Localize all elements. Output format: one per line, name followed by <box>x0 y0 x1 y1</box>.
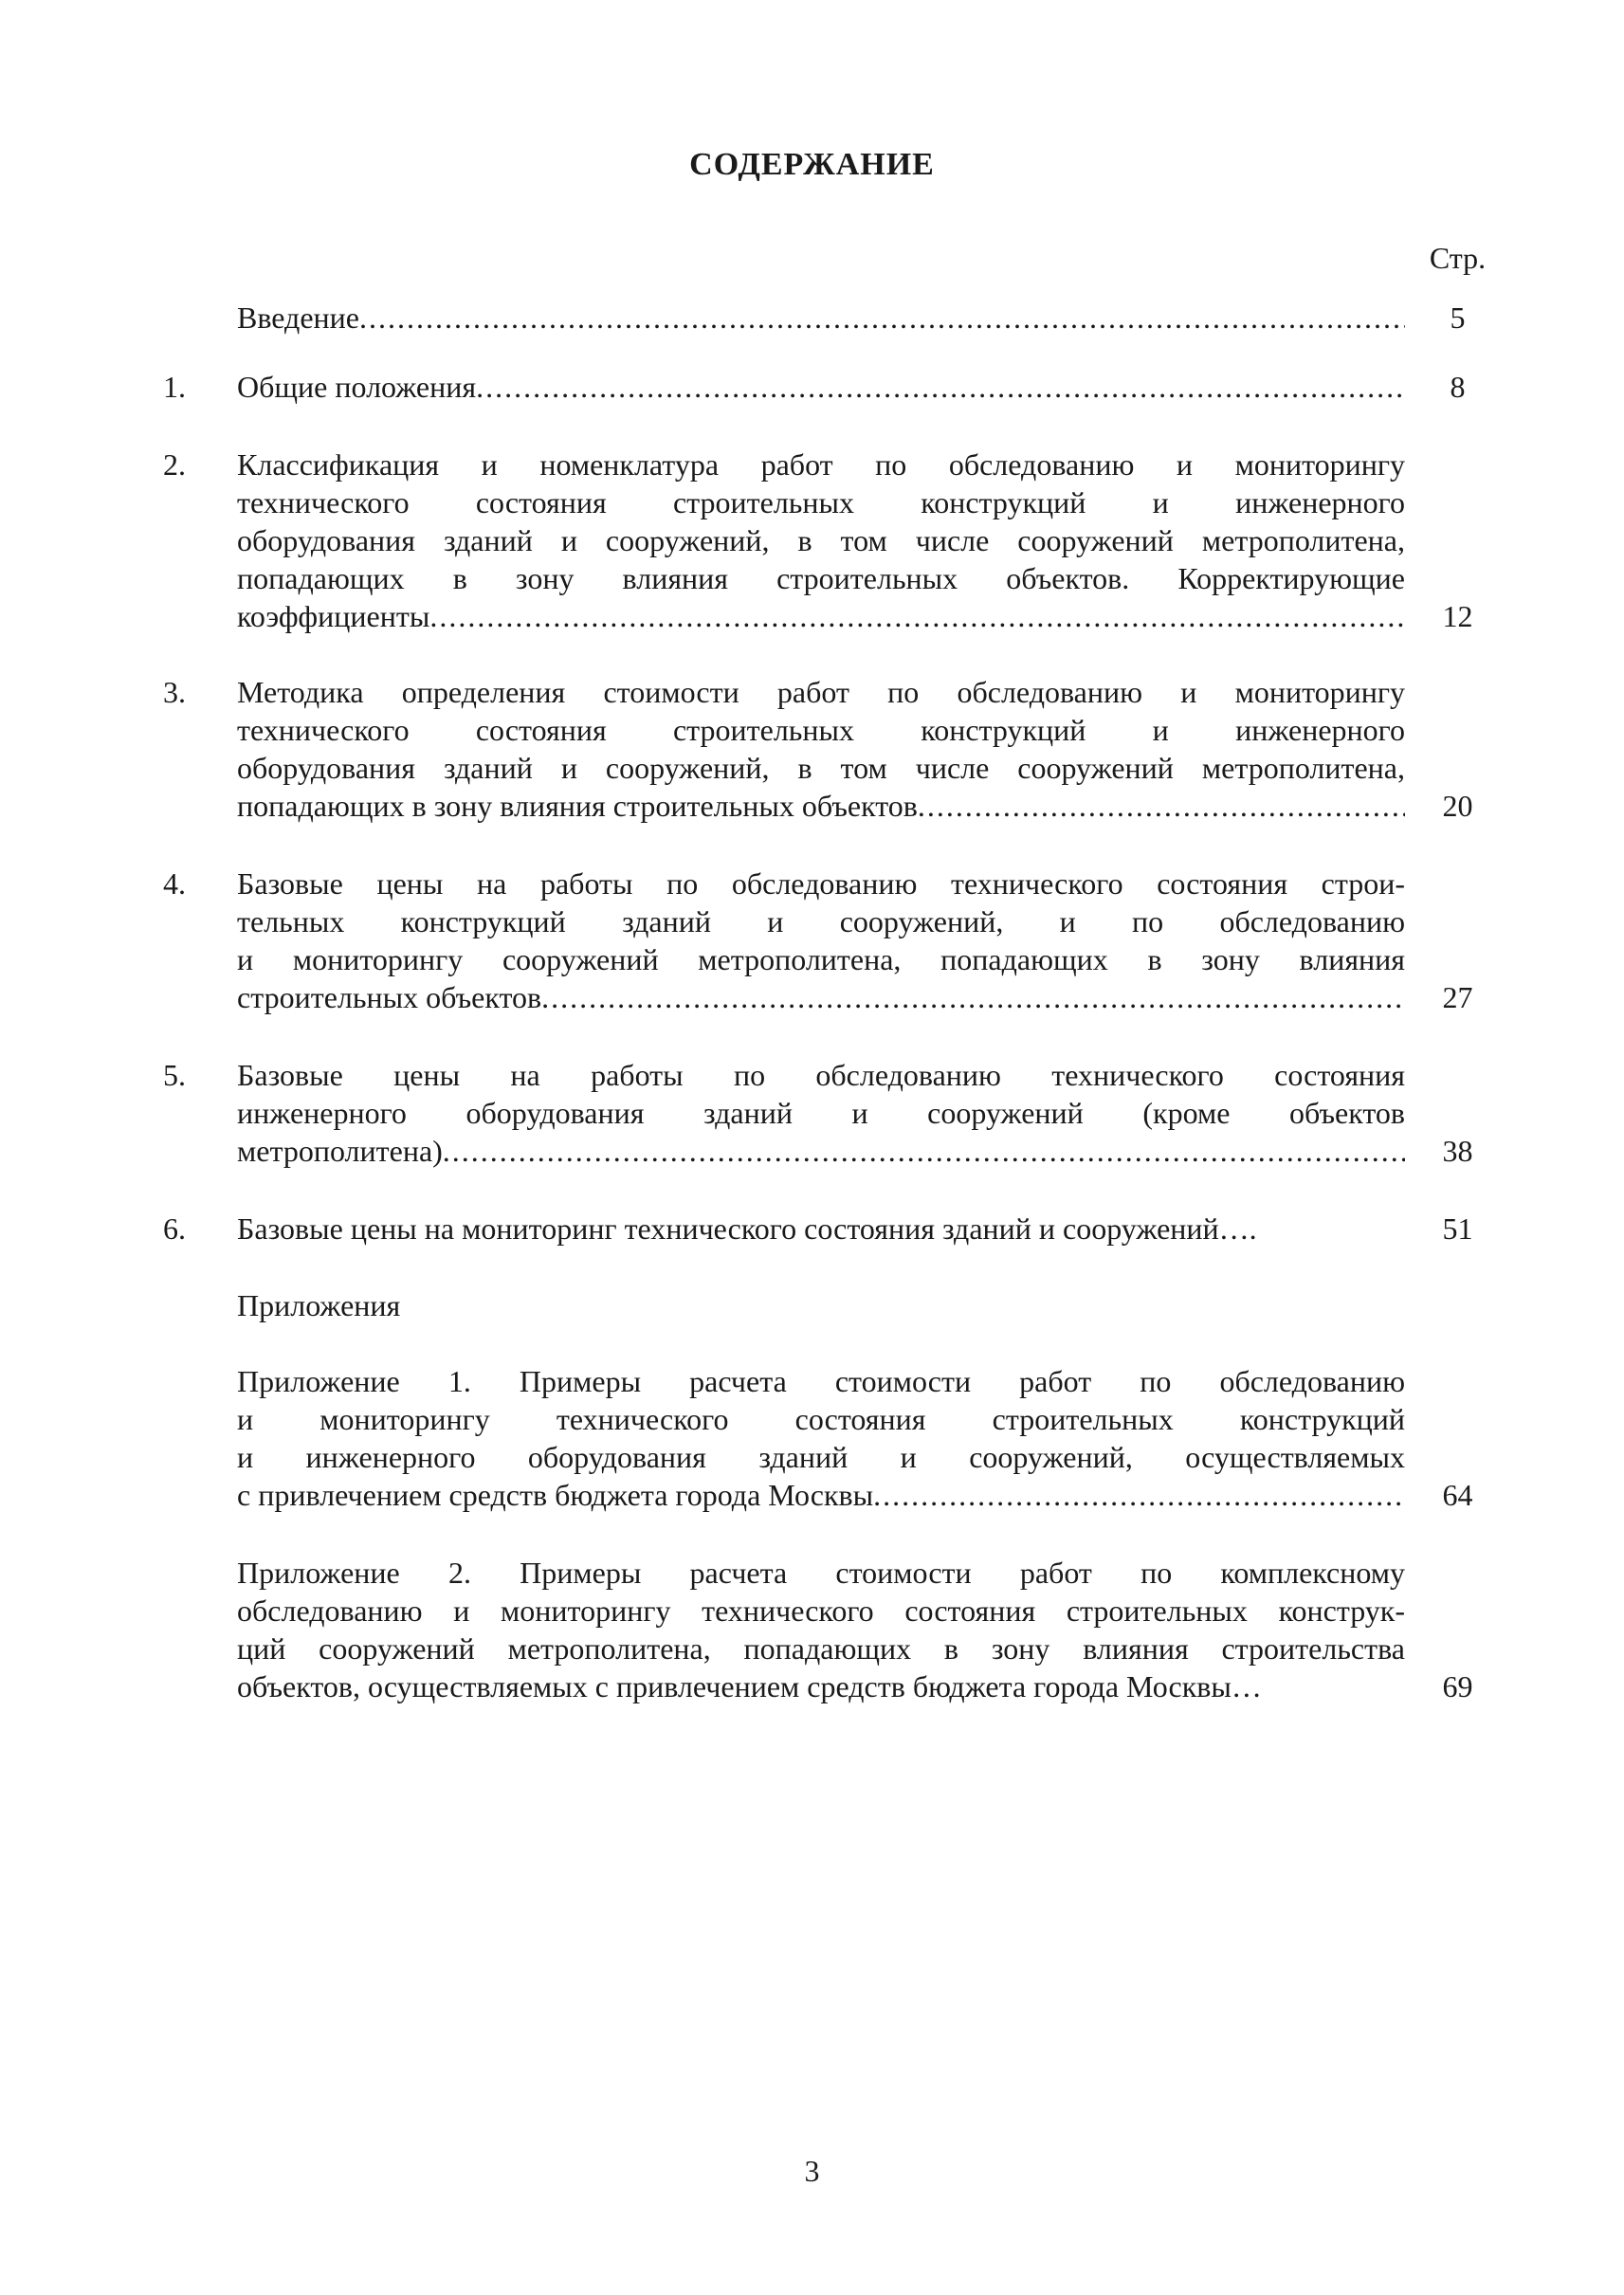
toc-entry-number: 5. <box>163 1058 186 1092</box>
toc-line: Методика определения стоимости работ по обследованию и мониторингу <box>237 675 1405 709</box>
toc-line: технического состояния строительных конструкций и инженерного <box>237 485 1405 519</box>
toc-line: Введение ..... <box>237 299 1405 337</box>
toc-page-number: 27 <box>1442 980 1473 1014</box>
toc-line: оборудования зданий и сооружений, в том числе сооружений метрополитена, <box>237 751 1405 785</box>
toc-line: коэффициенты ..... <box>237 597 1405 635</box>
toc-page-number: 51 <box>1442 1211 1473 1246</box>
toc-entry-text <box>237 368 1405 406</box>
toc-entry-number: 1. <box>163 370 186 404</box>
leader-dots <box>429 597 1405 635</box>
toc-line: Базовые цены на мониторинг технического состояния зданий и сооружений…. <box>237 1211 1257 1246</box>
toc-line: Приложение 1. Примеры расчета стоимости работ по обследованию <box>237 1364 1405 1398</box>
toc-line: попадающих в зону влияния строительных объектов ..... <box>237 787 1405 825</box>
leader-dots <box>359 299 1405 337</box>
toc-line: метрополитена) ..... <box>237 1132 1405 1170</box>
toc-line: объектов, осуществляемых с привлечением средств бюджета города Москвы… <box>237 1669 1262 1703</box>
toc-entry-number: 4. <box>163 866 186 901</box>
page-title: СОДЕРЖАНИЕ <box>689 147 935 182</box>
toc-page-number: 38 <box>1442 1134 1473 1168</box>
leader-dots <box>541 978 1405 1016</box>
page-column-header: Стр. <box>1429 241 1487 275</box>
toc-line: обследованию и мониторингу технического состояния строительных конструк- <box>237 1594 1405 1628</box>
toc-line: Базовые цены на работы по обследованию технического состояния <box>237 1058 1405 1092</box>
leader-dots <box>443 1132 1405 1170</box>
toc-line: и инженерного оборудования зданий и сооружений, осуществляемых <box>237 1440 1405 1474</box>
toc-line: технического состояния строительных конструкций и инженерного <box>237 713 1405 747</box>
toc-line: и мониторингу технического состояния строительных конструкций <box>237 1402 1405 1436</box>
toc-entry-number: 3. <box>163 675 186 709</box>
toc-line: и мониторингу сооружений метрополитена, попадающих в зону влияния <box>237 942 1405 976</box>
page-number: 3 <box>804 2154 820 2188</box>
toc-line: Общие положения ..... <box>237 368 1405 406</box>
toc-entry-text <box>237 1210 1405 1248</box>
toc-entry-text <box>237 673 1405 825</box>
toc-page-number: 12 <box>1442 599 1473 633</box>
leader-dots <box>873 1476 1405 1514</box>
toc-entry-text <box>237 446 1405 635</box>
toc-page-number: 20 <box>1442 789 1473 823</box>
toc-line: с привлечением средств бюджета города Москвы ..... <box>237 1476 1405 1514</box>
toc-entry-text <box>237 1554 1405 1705</box>
toc-entry-number: 2. <box>163 447 186 482</box>
toc-line: попадающих в зону влияния строительных объектов. Корректирующие <box>237 561 1405 595</box>
toc-entry-text <box>237 299 1405 337</box>
toc-line: строительных объектов ..... <box>237 978 1405 1016</box>
toc-entry-text <box>237 1362 1405 1514</box>
toc-entry-text <box>237 865 1405 1016</box>
leader-dots <box>476 368 1405 406</box>
toc-page-number: 8 <box>1450 370 1466 404</box>
appendix-heading-text: Приложения <box>237 1288 401 1322</box>
toc-line: инженерного оборудования зданий и сооружений (кроме объектов <box>237 1096 1405 1130</box>
toc-line: оборудования зданий и сооружений, в том числе сооружений метрополитена, <box>237 523 1405 557</box>
toc-line: ций сооружений метрополитена, попадающих в зону влияния строительства <box>237 1631 1405 1666</box>
toc-page-number: 69 <box>1442 1669 1473 1703</box>
toc-line: тельных конструкций зданий и сооружений, и по обследованию <box>237 904 1405 938</box>
toc-line: Классификация и номенклатура работ по обследованию и мониторингу <box>237 447 1405 482</box>
toc-page-number: 64 <box>1442 1478 1473 1512</box>
toc-line: Приложение 2. Примеры расчета стоимости работ по комплексному <box>237 1556 1405 1590</box>
leader-dots <box>918 787 1405 825</box>
toc-line: Базовые цены на работы по обследованию технического состояния строи- <box>237 866 1405 901</box>
toc-entry-number: 6. <box>163 1211 186 1246</box>
toc-page-number: 5 <box>1450 301 1466 335</box>
toc-entry-text <box>237 1056 1405 1170</box>
